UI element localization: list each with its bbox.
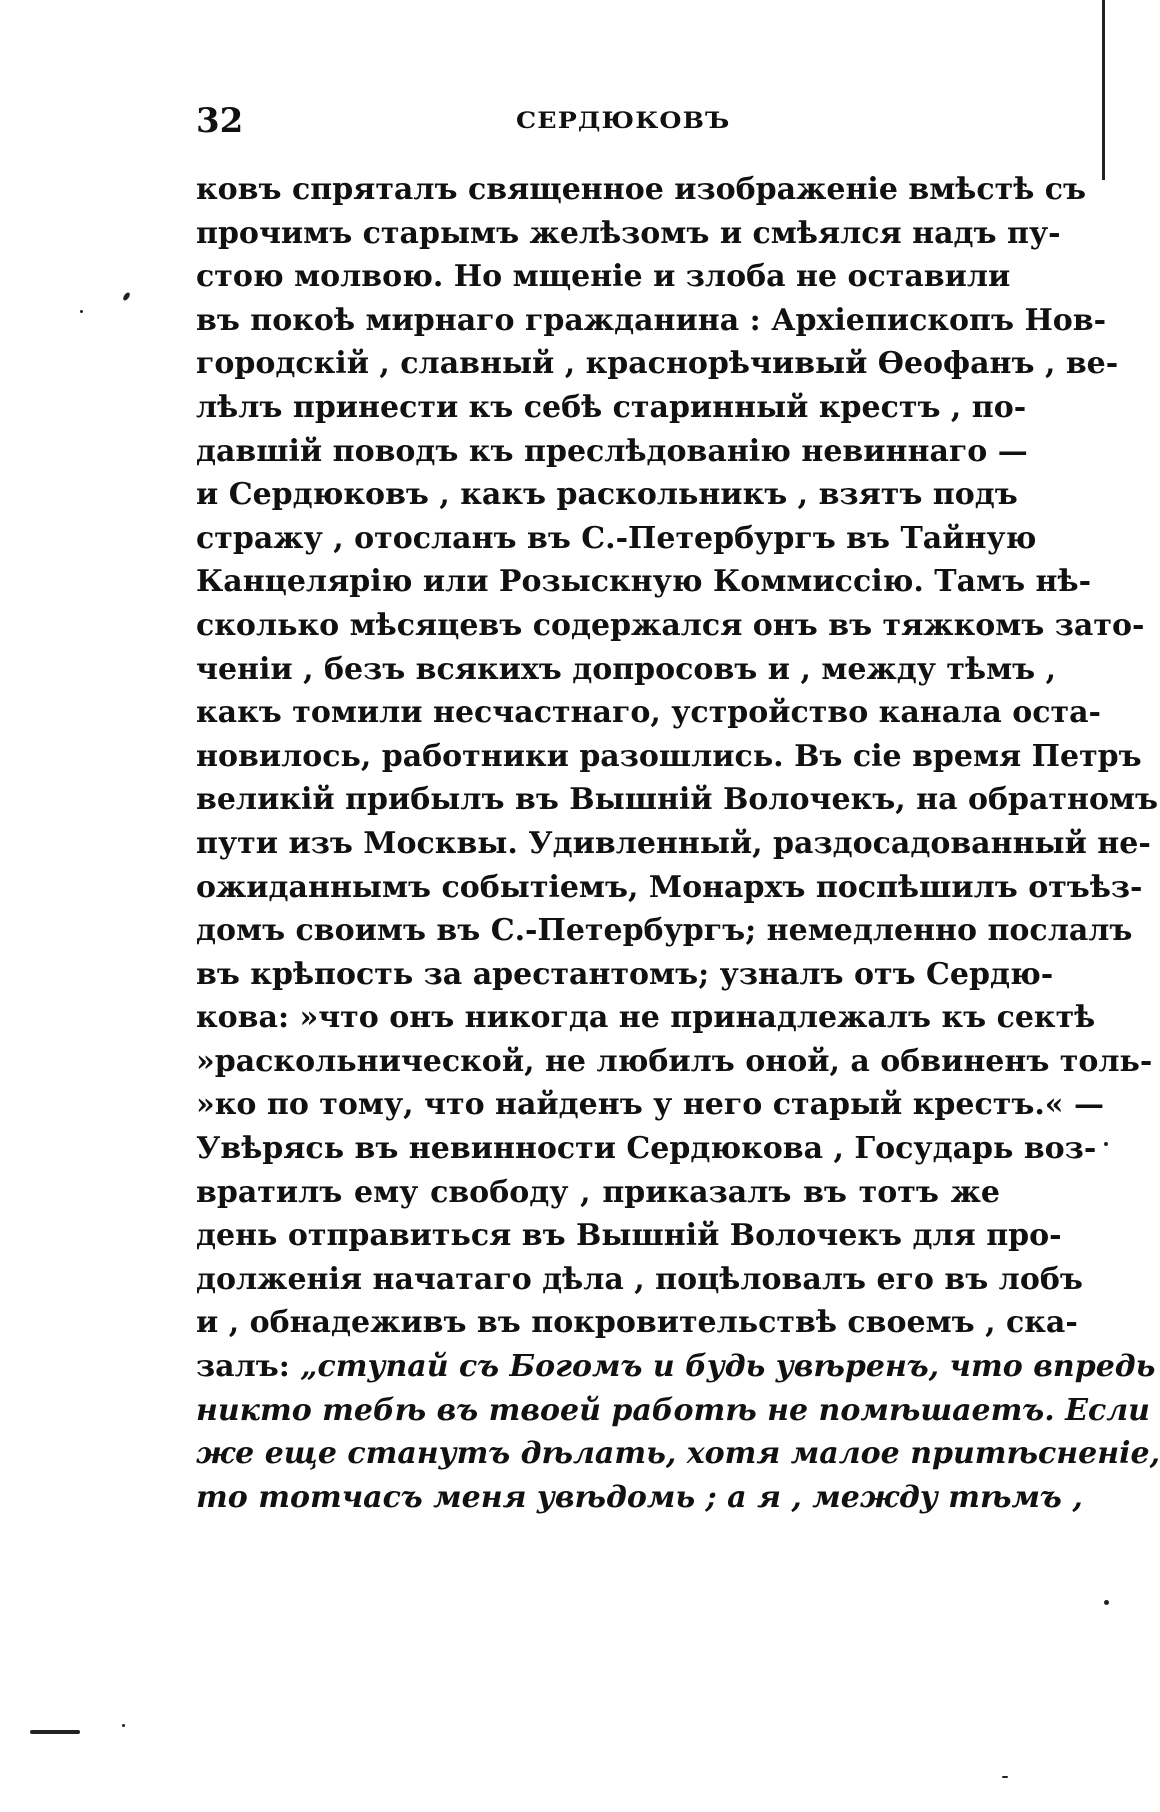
text-line: въ покоѣ мирнаго гражданина : Архiепископъ Нов- xyxy=(196,302,1107,338)
text-line: давшiй поводъ къ преслѣдованiю невиннаго — xyxy=(196,433,1028,469)
text-line: стражу , отосланъ въ С.-Петербургъ въ Тайную xyxy=(196,520,1037,556)
page-number: 32 xyxy=(196,101,244,141)
text-line: новилось, работники разошлись. Въ сiе время Петръ xyxy=(196,738,1142,774)
text-line: домъ своимъ въ С.-Петербургъ; немедленно послалъ xyxy=(196,913,1133,949)
text-line: городскiй , славный , краснорѣчивый Ѳеофанъ , ве- xyxy=(196,346,1119,382)
text-line: вратилъ ему свободу , приказалъ въ тотъ же xyxy=(196,1174,1000,1210)
text-line: и , обнадеживъ въ покровительствѣ своемъ , ска- xyxy=(196,1305,1078,1341)
body-text xyxy=(196,168,1160,1519)
text-line: сколько мѣсяцевъ содержался онъ въ тяжкомъ зато- xyxy=(196,607,1145,643)
text-line: долженiя начатаго дѣла , поцѣловалъ его въ лобъ xyxy=(196,1261,1083,1297)
text-line-italic: никто тебѣ въ твоей работѣ не помѣшаетъ. Если xyxy=(196,1392,1150,1428)
scan-speck xyxy=(1002,1776,1008,1778)
text-line: и Сердюковъ , какъ раскольникъ , взятъ подъ xyxy=(196,477,1018,513)
text-line: ченiи , безъ всякихъ допросовъ и , между тѣмъ , xyxy=(196,651,1057,687)
text-line: Канцелярiю или Розыскную Коммиссiю. Тамъ нѣ- xyxy=(196,564,1092,600)
text-line-italic: то тотчасъ меня увѣдомь ; а я , между тѣмъ , xyxy=(196,1479,1083,1515)
text-line-mixed xyxy=(196,1345,1156,1389)
scan-speck xyxy=(1104,1600,1109,1605)
scan-speck xyxy=(1104,1142,1108,1146)
scan-speck xyxy=(80,310,83,313)
text-line: какъ томили несчастнаго, устройство канала оста- xyxy=(196,695,1101,731)
text-line: Увѣрясь въ невинности Сердюкова , Государь воз- xyxy=(196,1131,1097,1167)
text-line: великiй прибылъ въ Вышнiй Волочекъ, на обратномъ xyxy=(196,782,1159,818)
scan-speck xyxy=(122,291,131,301)
text-line: ковъ спряталъ священное изображенiе вмѣстѣ съ xyxy=(196,172,1087,207)
running-head: СЕРДЮКОВЪ xyxy=(516,108,731,134)
text-italic-part: „ступай съ Богомъ и будь увѣренъ, что впредь xyxy=(300,1349,1156,1385)
text-line-italic: же еще станутъ дѣлать, хотя малое притѣсненiе, xyxy=(196,1436,1160,1472)
text-line: ожиданнымъ событiемъ, Монархъ поспѣшилъ отъѣз- xyxy=(196,869,1143,905)
text-line: кова: »что онъ никогда не принадлежалъ къ сектѣ xyxy=(196,1000,1096,1036)
text-line: въ крѣпость за арестантомъ; узналъ отъ Сердю- xyxy=(196,956,1054,992)
text-line: стою молвою. Но мщенiе и злоба не оставили xyxy=(196,259,1011,295)
page-edge-rule xyxy=(1102,0,1105,180)
scan-speck xyxy=(30,1730,80,1734)
text-line: прочимъ старымъ желѣзомъ и смѣялся надъ пу- xyxy=(196,215,1061,251)
text-line: пути изъ Москвы. Удивленный, раздосадованный не- xyxy=(196,825,1151,861)
scan-speck xyxy=(122,1724,125,1727)
text-roman-part: залъ: xyxy=(196,1349,301,1385)
text-line: день отправиться въ Вышнiй Волочекъ для про- xyxy=(196,1218,1062,1254)
text-line: лѣлъ принести къ себѣ старинный крестъ , по- xyxy=(196,389,1027,425)
text-line: »ко по тому, что найденъ у него старый крестъ.« — xyxy=(196,1087,1104,1123)
text-line: »раскольнической, не любилъ оной, а обвиненъ толь- xyxy=(196,1043,1153,1079)
